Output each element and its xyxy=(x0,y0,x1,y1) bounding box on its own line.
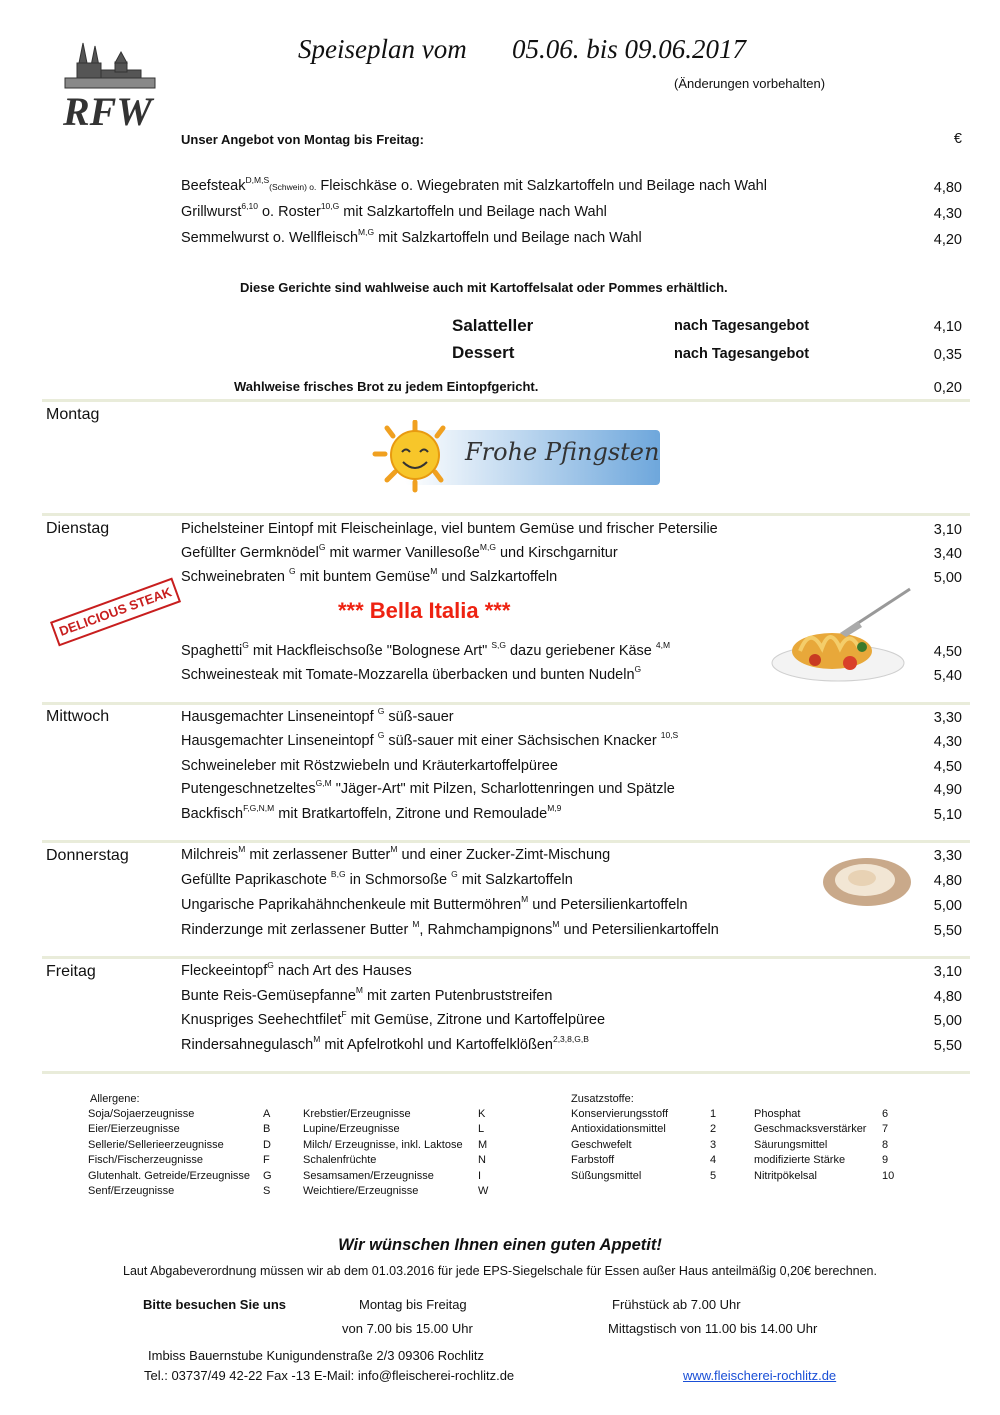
additive-code: 3 xyxy=(710,1138,717,1151)
lunch-hours: Mittagstisch von 11.00 bis 14.00 Uhr xyxy=(608,1321,818,1336)
allergen-item: Schalenfrüchte xyxy=(303,1154,377,1167)
website-link[interactable]: www.fleischerei-rochlitz.de xyxy=(683,1368,837,1383)
additive-item: Farbstoff xyxy=(571,1154,615,1167)
extra-desc: nach Tagesangebot xyxy=(674,318,810,334)
extra-desc: nach Tagesangebot xyxy=(674,346,810,362)
allergen-item: Weichtiere/Erzeugnisse xyxy=(303,1184,419,1197)
allergen-code: B xyxy=(263,1123,271,1136)
additive-codes-1 xyxy=(710,1107,716,1184)
allergen-code: A xyxy=(263,1108,271,1120)
contact-info: Tel.: 03737/49 42-22 Fax -13 E-Mail: info@fleischerei-rochlitz.de xyxy=(144,1368,515,1383)
price: 4,80 xyxy=(933,989,962,1005)
additive-code: 2 xyxy=(710,1123,717,1136)
address: Imbiss Bauernstube Kunigundenstraße 2/3 09306 Rochlitz xyxy=(148,1348,485,1363)
dish: Gefüllte Paprikaschote $^{B,G}$ in Schmorsoße $^G$ mit Salzkartoffeln xyxy=(181,869,573,888)
allergen-code: I xyxy=(478,1169,482,1182)
page-title-dates: 05.06. bis 09.06.2017 xyxy=(512,34,747,64)
divider xyxy=(42,399,970,402)
additive-item: Süßungsmittel xyxy=(571,1169,642,1182)
dish: Hausgemachter Linseneintopf $^G$ süß-sauer xyxy=(181,706,454,725)
price: 5,10 xyxy=(933,807,962,823)
visit-label: Bitte besuchen Sie uns xyxy=(143,1297,287,1312)
allergen-item: Soja/Sojaerzeugnisse xyxy=(88,1108,195,1120)
price: 4,80 xyxy=(933,180,962,196)
additive-code: 6 xyxy=(882,1108,889,1120)
additive-code: 5 xyxy=(710,1169,717,1182)
price: 4,20 xyxy=(933,232,962,248)
opening-days: Montag bis Freitag xyxy=(359,1297,467,1312)
allergen-list-2 xyxy=(303,1107,463,1199)
price: 4,80 xyxy=(933,873,962,889)
additive-list-1 xyxy=(571,1107,668,1184)
price: 5,40 xyxy=(933,668,962,684)
allergen-item: Senf/Erzeugnisse xyxy=(88,1184,175,1197)
price: 3,30 xyxy=(933,710,962,726)
eps-note: Laut Abgabeverordnung müssen wir ab dem 01.03.2016 für jede EPS-Siegelschale für Essen außer Haus anteilmäßig 0,20€ berechnen. xyxy=(123,1264,877,1278)
delicious-steak-stamp xyxy=(50,578,181,647)
logo-text: RFW xyxy=(63,89,152,134)
title-left: Speiseplan vom xyxy=(298,34,467,64)
pfingsten-banner xyxy=(345,420,665,500)
allergen-code: S xyxy=(263,1184,271,1197)
breakfast-hours: Frühstück ab 7.00 Uhr xyxy=(612,1297,741,1312)
allergen-item: Sellerie/Sellerieerzeugnisse xyxy=(88,1138,224,1151)
offer-item: Semmelwurst o. Wellfleisch$^{M,G}$ mit Salzkartoffeln und Beilage nach Wahl xyxy=(181,227,642,246)
allergen-codes-2 xyxy=(478,1107,488,1199)
currency-label: € xyxy=(953,131,962,147)
allergen-item: Krebstier/Erzeugnisse xyxy=(303,1108,411,1120)
allergen-item: Lupine/Erzeugnisse xyxy=(303,1123,400,1136)
logo xyxy=(55,38,165,138)
spaghetti-image xyxy=(770,585,915,690)
price: 5,50 xyxy=(933,1038,962,1054)
dish: Pichelsteiner Eintopf mit Fleischeinlage, viel buntem Gemüse und frischer Petersilie xyxy=(181,521,718,537)
additive-item: Säurungsmittel xyxy=(754,1138,828,1151)
extra-name: Salatteller xyxy=(452,316,534,335)
additive-code: 10 xyxy=(882,1169,895,1182)
extra-name: Dessert xyxy=(452,343,515,362)
price: 0,20 xyxy=(933,380,962,396)
additive-code: 1 xyxy=(710,1108,717,1120)
additive-item: modifizierte Stärke xyxy=(754,1154,846,1167)
dish: Ungarische Paprikahähnchenkeule mit Buttermöhren$^M$ und Petersilienkartoffeln xyxy=(181,894,688,913)
allergen-list-1 xyxy=(88,1107,250,1199)
dish: Schweinebraten $^G$ mit buntem Gemüse$^M$ und Salzkartoffeln xyxy=(181,566,558,585)
day-label: Donnerstag xyxy=(46,847,129,864)
stamp-text: DELICIOUS STEAK xyxy=(57,584,174,639)
dish: Rindersahnegulasch$^M$ mit Apfelrotkohl und Kartoffelklößen$^{2,3,8,G,B}$ xyxy=(181,1034,589,1053)
price: 4,50 xyxy=(933,644,962,660)
allergen-item: Sesamsamen/Erzeugnisse xyxy=(303,1169,434,1182)
price: 4,90 xyxy=(933,782,962,798)
allergen-code: N xyxy=(478,1154,486,1167)
divider xyxy=(42,513,970,516)
price: 4,10 xyxy=(933,319,962,335)
allergen-code: K xyxy=(478,1108,486,1120)
day-label: Freitag xyxy=(46,963,96,980)
day-label: Montag xyxy=(46,406,100,423)
dish: Schweineleber mit Röstzwiebeln und Kräuterkartoffelpüree xyxy=(181,758,558,774)
offer-item: Grillwurst$^{6,10}$ o. Roster$^{10,G}$ mit Salzkartoffeln und Beilage nach Wahl xyxy=(181,201,607,220)
day-label: Mittwoch xyxy=(46,708,110,725)
price: 5,00 xyxy=(933,1013,962,1029)
allergen-code: W xyxy=(478,1184,489,1197)
allergen-code: M xyxy=(478,1138,488,1151)
dish: Knuspriges Seehechtfilet$^F$ mit Gemüse, Zitrone und Kartoffelpüree xyxy=(181,1009,606,1028)
price: 5,00 xyxy=(933,898,962,914)
additive-item: Geschwefelt xyxy=(571,1138,632,1151)
price: 5,00 xyxy=(933,570,962,586)
additive-item: Geschmacksverstärker xyxy=(754,1123,867,1136)
price: 3,10 xyxy=(933,522,962,538)
additive-list-2 xyxy=(754,1107,866,1184)
allergen-codes-1 xyxy=(263,1107,272,1199)
price: 4,50 xyxy=(933,759,962,775)
dish: Spaghetti$^G$ mit Hackfleischsoße "Bolognese Art" $^{S,G}$ dazu geriebener Käse $^{4,M}$ xyxy=(181,640,671,659)
additive-codes-2 xyxy=(882,1107,894,1184)
dish: Gefüllter Germknödel$^G$ mit warmer Vanillesoße$^{M,G}$ und Kirschgarnitur xyxy=(181,542,618,561)
additives-title: Zusatzstoffe: xyxy=(571,1093,634,1105)
change-note: (Änderungen vorbehalten) xyxy=(674,76,826,91)
additive-item: Konservierungsstoff xyxy=(571,1108,669,1120)
allergen-item: Milch/ Erzeugnisse, inkl. Laktose xyxy=(303,1138,463,1151)
greeting: Wir wünschen Ihnen einen guten Appetit! xyxy=(338,1236,662,1254)
price: 3,10 xyxy=(933,964,962,980)
additive-code: 9 xyxy=(882,1154,889,1167)
dish: Rinderzunge mit zerlassener Butter $^M$, Rahmchampignons$^M$ und Petersilienkartoffeln xyxy=(181,919,719,938)
price: 0,35 xyxy=(933,347,962,363)
offer-note: Diese Gerichte sind wahlweise auch mit Kartoffelsalat oder Pommes erhältlich. xyxy=(240,280,728,295)
divider xyxy=(42,1071,970,1074)
divider xyxy=(42,702,970,705)
allergens-title: Allergene: xyxy=(90,1093,140,1105)
banner-text: Frohe Pfingsten xyxy=(465,438,660,466)
allergen-item: Fisch/Fischerzeugnisse xyxy=(88,1154,203,1167)
additive-code: 8 xyxy=(882,1138,889,1151)
additive-item: Phosphat xyxy=(754,1108,801,1120)
additive-item: Nitritpökelsal xyxy=(754,1169,817,1182)
price: 3,30 xyxy=(933,848,962,864)
additive-code: 7 xyxy=(882,1123,889,1136)
allergen-code: F xyxy=(263,1154,270,1167)
offer-heading: Unser Angebot von Montag bis Freitag: xyxy=(181,132,424,147)
dish: Putengeschnetzeltes$^{G,M}$ "Jäger-Art" mit Pilzen, Scharlottenringen und Spätzle xyxy=(181,778,675,797)
dish: Fleckeeintopf$^G$ nach Art des Hauses xyxy=(181,960,412,979)
dish: Backfisch$^{F,G,N,M}$ mit Bratkartoffeln, Zitrone und Remoulade$^{M,9}$ xyxy=(181,803,562,822)
bread-note: Wahlweise frisches Brot zu jedem Eintopfgericht. xyxy=(234,379,539,394)
allergen-item: Eier/Eierzeugnisse xyxy=(88,1123,180,1136)
price: 3,40 xyxy=(933,546,962,562)
page-title xyxy=(298,34,467,65)
divider xyxy=(42,956,970,959)
price: 4,30 xyxy=(933,734,962,750)
additive-code: 4 xyxy=(710,1154,717,1167)
price: 4,30 xyxy=(933,206,962,222)
allergen-code: D xyxy=(263,1138,271,1151)
offer-item: Beefsteak$^{D,M,S}$(Schwein) o. Fleischkäse o. Wiegebraten mit Salzkartoffeln und Beilage nach Wahl xyxy=(181,175,767,194)
dish: Milchreis$^M$ mit zerlassener Butter$^M$ und einer Zucker-Zimt-Mischung xyxy=(181,844,611,863)
price: 5,50 xyxy=(933,923,962,939)
dish: Bunte Reis-Gemüsepfanne$^M$ mit zarten Putenbruststreifen xyxy=(181,985,553,1004)
italia-banner: *** Bella Italia *** xyxy=(338,598,511,623)
opening-hours: von 7.00 bis 15.00 Uhr xyxy=(342,1321,473,1336)
dish: Hausgemachter Linseneintopf $^G$ süß-sauer mit einer Sächsischen Knacker $^{10,S}$ xyxy=(181,730,679,749)
divider xyxy=(42,840,970,843)
allergen-item: Glutenhalt. Getreide/Erzeugnisse xyxy=(88,1169,251,1182)
day-label: Dienstag xyxy=(46,520,110,537)
dish: Schweinesteak mit Tomate-Mozzarella überbacken und bunten Nudeln$^G$ xyxy=(181,664,642,683)
allergen-code: G xyxy=(263,1169,272,1182)
allergen-code: L xyxy=(478,1123,485,1136)
additive-item: Antioxidationsmittel xyxy=(571,1123,666,1136)
